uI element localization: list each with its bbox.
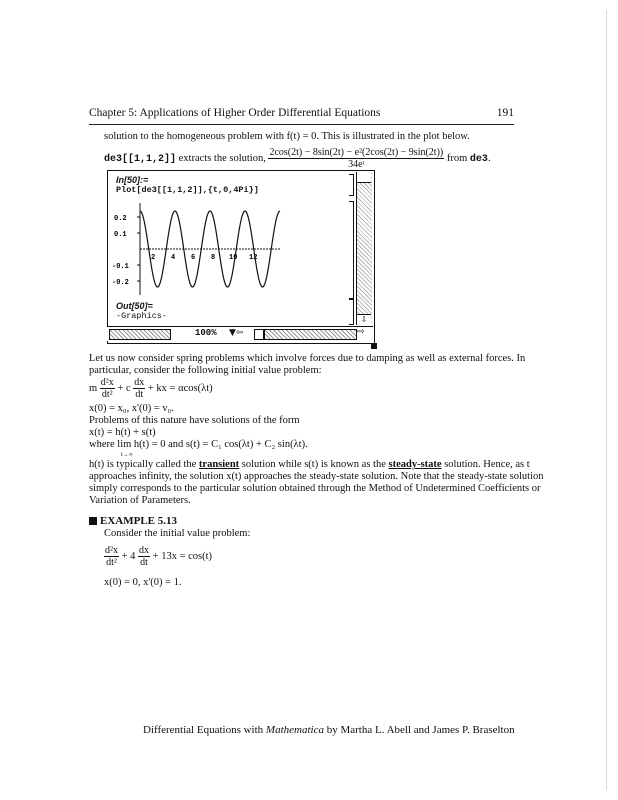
term-transient: transient bbox=[198, 459, 240, 470]
eq-frac-d2x bbox=[104, 545, 119, 568]
page-edge-rule bbox=[606, 10, 607, 790]
scroll-up-arrow-icon[interactable] bbox=[357, 172, 371, 183]
paragraph-line: particular, consider the following initial value problem: bbox=[89, 365, 322, 376]
code-de3-part: de3[[1,1,2]] bbox=[104, 153, 177, 165]
eq-den: dt bbox=[135, 389, 144, 400]
cell-bracket-graphics[interactable] bbox=[349, 201, 354, 299]
output-label: Out[50]= bbox=[116, 301, 153, 311]
x-tick-label: 8 bbox=[211, 254, 216, 262]
eq-num: d²x bbox=[105, 545, 118, 556]
eq-m: m bbox=[89, 382, 98, 394]
initial-conditions: x(0) = x₀, x'(0) = v₀. bbox=[89, 403, 174, 414]
horizontal-scroll-track[interactable] bbox=[264, 329, 357, 340]
vertical-scrollbar[interactable] bbox=[356, 172, 372, 325]
y-tick-label: 0.2 bbox=[114, 215, 127, 223]
solution-numerator: 2cos(2t) − 8sin(2t) − e²(2cos(2t) − 9sin(2t)) bbox=[269, 147, 444, 158]
scroll-thumb[interactable] bbox=[254, 329, 264, 340]
eq-num: dx bbox=[139, 545, 150, 556]
solution-fraction bbox=[268, 147, 444, 170]
cell-bracket-output[interactable] bbox=[349, 299, 354, 325]
solution-denominator: 34eᵗ bbox=[348, 159, 365, 170]
paragraph-line: Let us now consider spring problems which involve forces due to damping as well as external forces. In bbox=[89, 353, 526, 364]
intro-text-from: from bbox=[444, 152, 470, 164]
paragraph-line: simply corresponds to the particular solution obtained through the Method of Undetermined Coefficients or bbox=[89, 483, 541, 494]
example-intro: Consider the initial value problem: bbox=[104, 528, 251, 539]
input-code[interactable]: Plot[de3[[1,1,2]],{t,0,4Pi}] bbox=[116, 185, 259, 195]
eq-frac-dx bbox=[138, 545, 150, 568]
footer-authors: by Martha L. Abell and James P. Braselton bbox=[323, 724, 515, 736]
status-bar bbox=[107, 326, 373, 341]
paragraph-line: Variation of Parameters. bbox=[89, 495, 191, 506]
sine-plot bbox=[112, 201, 282, 297]
eq-den: dt² bbox=[106, 557, 117, 568]
eq-rest: + kx = αcos(λt) bbox=[145, 382, 213, 394]
solution-form: x(t) = h(t) + s(t) bbox=[89, 427, 156, 438]
eq-rest: + 13x = cos(t) bbox=[150, 550, 213, 562]
scroll-right-arrow-icon[interactable]: ⇨ bbox=[357, 327, 365, 337]
eq-frac-dx bbox=[133, 377, 145, 400]
eq-den: dt bbox=[140, 557, 148, 568]
example-bullet-icon bbox=[89, 517, 97, 525]
example-title: EXAMPLE 5.13 bbox=[100, 515, 177, 527]
example-initial-conditions: x(0) = 0, x'(0) = 1. bbox=[104, 577, 182, 588]
chapter-title: Chapter 5: Applications of Higher Order Differential Equations bbox=[89, 107, 381, 119]
input-label: In[50]:= bbox=[116, 175, 149, 185]
eq-plus-c: + c bbox=[114, 382, 131, 394]
output-graphics: -Graphics- bbox=[116, 311, 168, 321]
intro-extract-line bbox=[104, 147, 491, 170]
end-of-proof-icon bbox=[371, 343, 377, 349]
paragraph-transient bbox=[89, 459, 530, 471]
x-tick-label: 4 bbox=[171, 254, 176, 262]
text: h(t) is typically called the bbox=[89, 459, 199, 470]
intro-line: solution to the homogeneous problem with f(t) = 0. This is illustrated in the plot below. bbox=[104, 131, 470, 142]
header-rule bbox=[89, 124, 514, 125]
code-de3: de3 bbox=[469, 153, 488, 165]
limit-line: where lim h(t) = 0 and s(t) = C₁ cos(λt) + C₂ sin(λt). bbox=[89, 439, 308, 450]
y-tick-label: 0.1 bbox=[114, 231, 127, 239]
eq-num: d²x bbox=[100, 377, 114, 388]
footer-text: Differential Equations with bbox=[143, 724, 266, 736]
zoom-dropdown-icon[interactable]: ▼⇦ bbox=[229, 328, 244, 338]
text: solution. Hence, as t bbox=[441, 459, 530, 470]
equation-spring bbox=[89, 377, 213, 400]
mathematica-notebook-window[interactable] bbox=[107, 170, 375, 344]
limit-subscript: t→∞ bbox=[121, 452, 133, 458]
x-tick-label: 2 bbox=[151, 254, 156, 262]
page-number: 191 bbox=[496, 107, 514, 119]
x-tick-label: 12 bbox=[249, 254, 258, 262]
x-tick-label: 10 bbox=[229, 254, 238, 262]
example-equation bbox=[104, 545, 212, 568]
x-tick-label: 6 bbox=[191, 254, 196, 262]
paragraph-line: Problems of this nature have solutions of the form bbox=[89, 415, 300, 426]
eq-num: dx bbox=[134, 377, 145, 388]
footer-mathematica: Mathematica bbox=[265, 724, 324, 736]
paragraph-line: approaches infinity, the solution x(t) approaches the steady-state solution. Note that the steady-state solution bbox=[89, 471, 544, 482]
y-tick-label: -0.1 bbox=[112, 263, 129, 271]
scroll-down-arrow-icon[interactable]: ⇩ bbox=[357, 314, 371, 325]
period: . bbox=[487, 152, 491, 164]
eq-den: dt² bbox=[101, 389, 113, 400]
eq-frac-d2x bbox=[100, 377, 115, 400]
eq-plus-4: + 4 bbox=[119, 550, 136, 562]
text: solution while s(t) is known as the bbox=[239, 459, 389, 470]
ruler-icon[interactable] bbox=[109, 329, 171, 340]
intro-text: extracts the solution, bbox=[176, 152, 269, 164]
cell-bracket-input[interactable] bbox=[349, 174, 354, 196]
page-header bbox=[89, 107, 514, 119]
page-footer bbox=[143, 724, 515, 736]
term-steady-state: steady-state bbox=[388, 459, 442, 470]
y-tick-label: -0.2 bbox=[112, 279, 129, 287]
zoom-level[interactable]: 100% bbox=[195, 328, 217, 338]
ruler-marks-icon bbox=[173, 329, 193, 338]
